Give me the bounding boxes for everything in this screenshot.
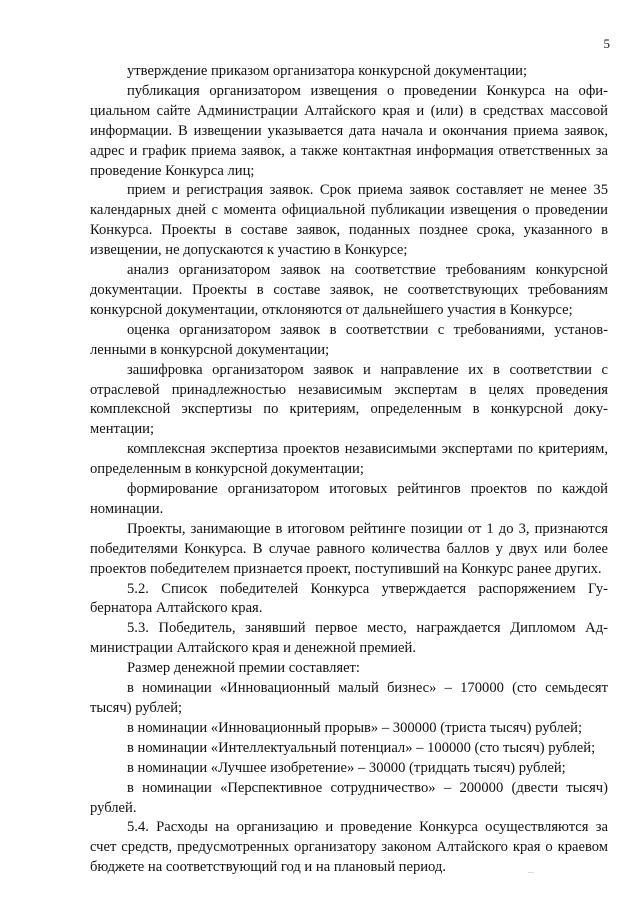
paragraph: 5.4. Расходы на организацию и проведение Конкурса осуществляются за счет средств, предусмотренных организатору законом Алтайского края о краевом бюджете на соответствующий год и на плановый период. [90, 819, 608, 876]
paragraph: утверждение приказом организатора конкурсной документации; [127, 63, 528, 79]
paragraph: Проекты, занимающие в итоговом рейтинге позиции от 1 до 3, признаются победителями Конкурса. В случае равного количества баллов у двух или более проектов победителем признается проект, поступивший на Конкурс ранее других. [90, 520, 608, 577]
paragraph: 5.3. Победитель, занявший первое место, награждается Дипломом Администрации Алтайского края и денежной премией. [90, 620, 608, 657]
paragraph: зашифровка организатором заявок и направление их в соответствии с отраслевой принадлежностью независимым экспертам в целях проведения комплексной экспертизы по критериям, определенным в конкурсной документации; [90, 361, 608, 438]
paragraph: в номинации «Лучшее изобретение» – 30000 (тридцать тысяч) рублей; [127, 759, 566, 776]
paragraph: в номинации «Инновационный малый бизнес» – 170000 (сто семьдесят тысяч) рублей; [90, 680, 608, 716]
paragraph: анализ организатором заявок на соответствие требованиям конкурсной документации. Проекты в составе заявок, не соответствующих требованиям конкурсной документации, отклоняются от дальнейшего участия в Конкурсе; [90, 262, 608, 318]
document-body [90, 62, 608, 878]
paragraph: комплексная экспертиза проектов независимыми экспертами по критериям, определенным в конкурсной документации; [90, 441, 608, 478]
page-number: 5 [603, 36, 610, 51]
paragraph: в номинации «Инновационный прорыв» – 300000 (триста тысяч) рублей; [127, 719, 583, 736]
paragraph: формирование организатором итоговых рейтингов проектов по каждой номинации. [90, 481, 608, 517]
paragraph: оценка организатором заявок в соответствии с требованиями, установленными в конкурсной документации; [90, 321, 608, 358]
paragraph: в номинации «Интеллектуальный потенциал» – 100000 (сто тысяч) рублей; [127, 739, 596, 756]
scan-speck [528, 872, 534, 873]
paragraph: Размер денежной премии составляет: [127, 660, 360, 677]
paragraph: в номинации «Перспективное сотрудничество» – 200000 (двести тысяч) рублей. [90, 779, 608, 816]
paragraph: прием и регистрация заявок. Срок приема заявок составляет не менее 35 календарных дней с момента официальной публикации извещения о проведении Конкурса. Проекты в составе заявок, поданных позднее срока, указанного в извещении, не допускаются к участию в Конкурсе; [90, 182, 608, 259]
paragraph: публикация организатором извещения о проведении Конкурса на официальном сайте Администрации Алтайского края и (или) в средствах массовой информации. В извещении указывается дата начала и окончания приема заявок, адрес и график приема заявок, а также контактная информация ответственных за проведение Конкурса лиц; [90, 82, 608, 179]
paragraph: 5.2. Список победителей Конкурса утверждается распоряжением Губернатора Алтайского края. [90, 580, 608, 617]
